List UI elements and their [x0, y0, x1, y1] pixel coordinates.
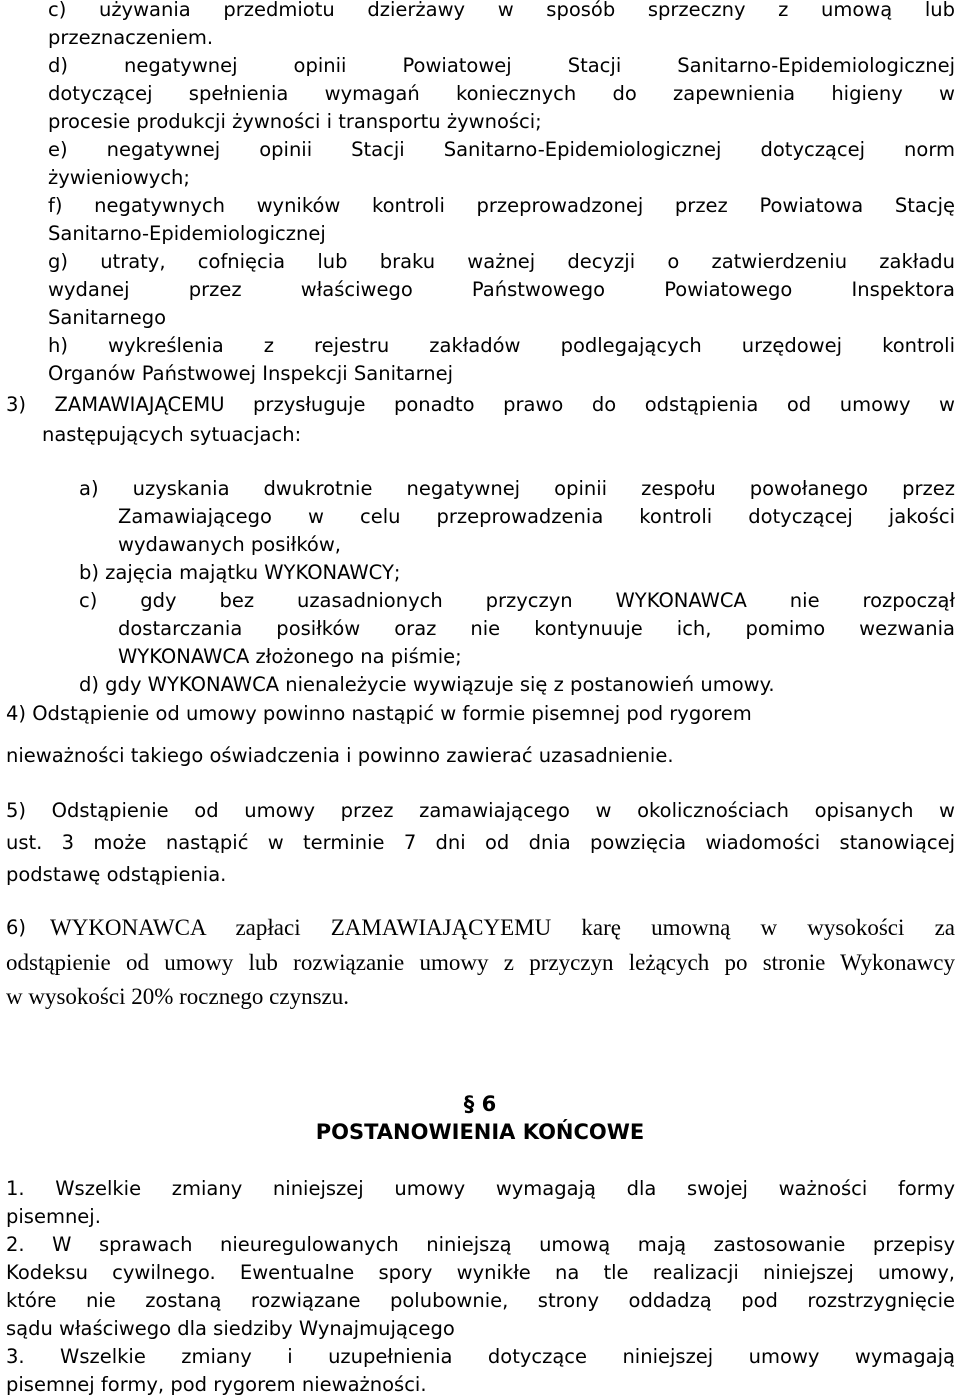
- text-line: Organów Państwowej Inspekcji Sanitarnej: [48, 362, 454, 385]
- list-item-d: d) negatywnej opinii Powiatowej Stacji Sanitarno-Epidemiologicznej: [48, 54, 955, 77]
- list-item-2: 2. W sprawach nieuregulowanych niniejszą umową mają zastosowanie przepisy: [6, 1233, 955, 1256]
- paragraph-4: [6, 700, 955, 770]
- paragraph-number: 6): [6, 916, 27, 939]
- list-item-e: e) negatywnej opinii Stacji Sanitarno-Epidemiologicznej dotyczącej norm: [48, 138, 955, 161]
- text-line: odstąpienie od umowy lub rozwiązanie umowy z przyczyn leżących po stronie Wykonawcy: [6, 950, 955, 975]
- text-line: Sanitarno-Epidemiologicznej: [48, 222, 326, 245]
- list-item-f: f) negatywnych wyników kontroli przeprowadzonej przez Powiatowa Stację: [48, 194, 955, 217]
- text-line: w wysokości 20% rocznego czynszu.: [6, 984, 349, 1009]
- final-provisions: [6, 1175, 955, 1399]
- text-line: Zamawiającego w celu przeprowadzenia kontroli dotyczącej jakości: [118, 505, 955, 528]
- list-item-b: b) zajęcia majątku WYKONAWCY;: [79, 561, 401, 584]
- text-line: WYKONAWCA złożonego na piśmie;: [118, 645, 462, 668]
- section-heading: [0, 1090, 960, 1146]
- text-line: ust. 3 może nastąpić w terminie 7 dni od dnia powzięcia wiadomości stanowiącej: [6, 831, 955, 854]
- list-item-h: h) wykreślenia z rejestru zakładów podlegających urzędowej kontroli: [48, 334, 955, 357]
- list-block-termination-reasons: [48, 0, 955, 388]
- text-line: 4) Odstąpienie od umowy powinno nastąpić w formie pisemnej pod rygorem: [6, 702, 752, 725]
- section-number: § 6: [463, 1092, 497, 1116]
- text-line: WYKONAWCA zapłaci ZAMAWIAJĄCYEMU karę umowną w wysokości za: [50, 915, 955, 940]
- list-item-1: 1. Wszelkie zmiany niniejszej umowy wymagają dla swojej ważności formy: [6, 1177, 955, 1200]
- text-line: Kodeksu cywilnego. Ewentualne spory wynikłe na tle realizacji niniejszej umowy,: [6, 1261, 955, 1284]
- text-line: następujących sytuacjach:: [42, 423, 302, 446]
- text-line: nieważności takiego oświadczenia i powinno zawierać uzasadnienie.: [6, 744, 674, 767]
- section-title: POSTANOWIENIA KOŃCOWE: [315, 1120, 645, 1144]
- paragraph-6-first-line: [6, 912, 955, 944]
- text-line: dostarczania posiłków oraz nie kontynuuje ich, pomimo wezwania: [118, 617, 955, 640]
- text-line: procesie produkcji żywności i transportu żywności;: [48, 110, 542, 133]
- text-line: żywieniowych;: [48, 166, 190, 189]
- text-line: wydanej przez właściwego Państwowego Powiatowego Inspektora: [48, 278, 955, 301]
- paragraph-3: [6, 391, 955, 449]
- list-block-withdrawal-cases: [79, 475, 955, 699]
- text-line: sądu właściwego dla siedziby Wynajmującego: [6, 1317, 455, 1340]
- list-item-3: 3. Wszelkie zmiany i uzupełnienia dotyczące niniejszej umowy wymagają: [6, 1345, 955, 1368]
- list-item-c: c) gdy bez uzasadnionych przyczyn WYKONAWCA nie rozpoczął: [79, 589, 955, 612]
- text-line: przeznaczeniem.: [48, 26, 214, 49]
- paragraph-6: [6, 912, 955, 1013]
- list-item-a: a) uzyskania dwukrotnie negatywnej opinii zespołu powołanego przez: [79, 477, 955, 500]
- text-line: Sanitarnego: [48, 306, 167, 329]
- text-line: podstawę odstąpienia.: [6, 863, 227, 886]
- text-line: 3) ZAMAWIAJĄCEMU przysługuje ponadto prawo do odstąpienia od umowy w: [6, 393, 955, 416]
- text-line: wydawanych posiłków,: [118, 533, 341, 556]
- paragraph-5: [6, 797, 955, 889]
- text-line: pisemnej.: [6, 1205, 101, 1228]
- text-line: 5) Odstąpienie od umowy przez zamawiającego w okolicznościach opisanych w: [6, 799, 955, 822]
- list-item-c: c) używania przedmiotu dzierżawy w sposób sprzeczny z umową lub: [48, 0, 955, 21]
- list-item-d: d) gdy WYKONAWCA nienależycie wywiązuje się z postanowień umowy.: [79, 673, 775, 696]
- text-line: pisemnej formy, pod rygorem nieważności.: [6, 1373, 427, 1396]
- text-line: które nie zostaną rozwiązane polubownie, strony oddadzą pod rozstrzygnięcie: [6, 1289, 955, 1312]
- text-line: dotyczącej spełnienia wymagań koniecznych do zapewnienia higieny w: [48, 82, 955, 105]
- list-item-g: g) utraty, cofnięcia lub braku ważnej decyzji o zatwierdzeniu zakładu: [48, 250, 955, 273]
